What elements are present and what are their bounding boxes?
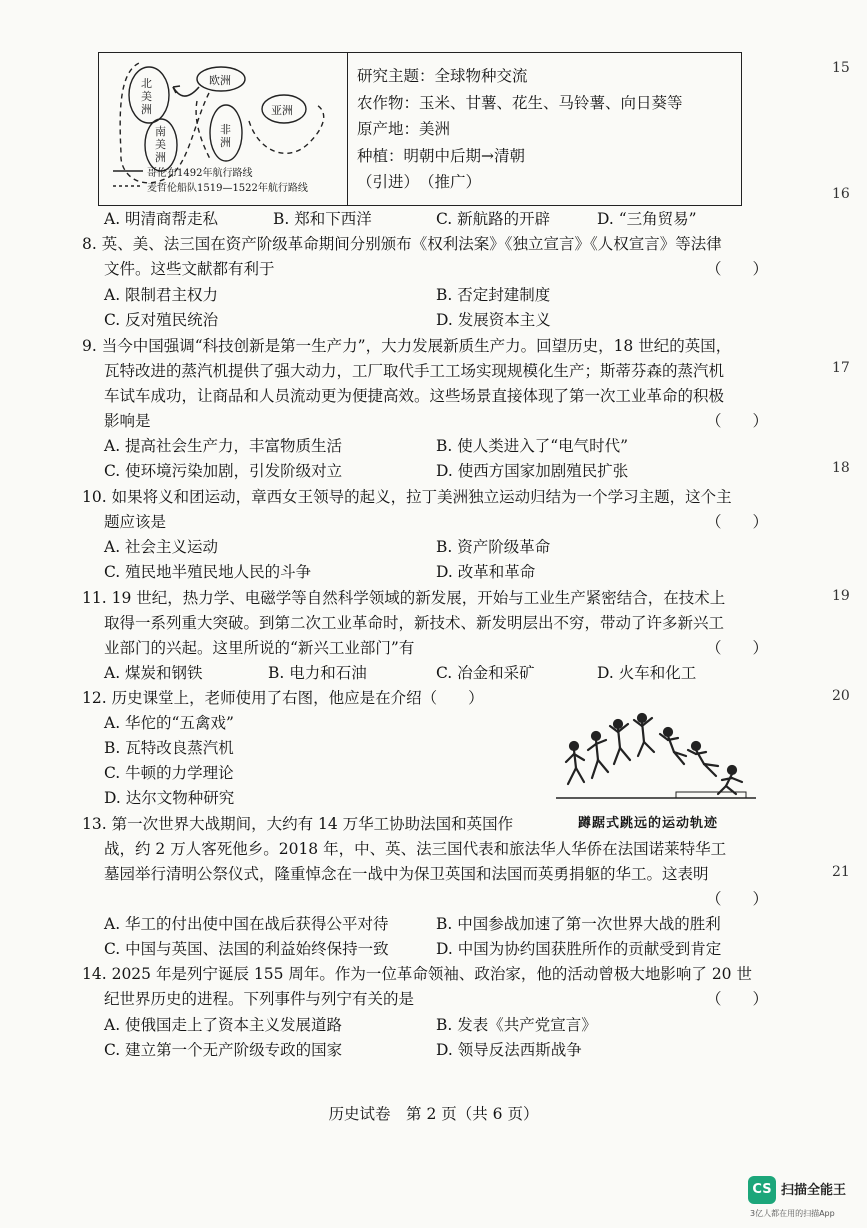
edge-number-15: 15 — [832, 60, 850, 76]
map-label-africa: 非洲 — [220, 123, 231, 149]
q10-option-a[interactable]: A. 社会主义运动 — [104, 538, 219, 556]
q9-option-a[interactable]: A. 提高社会生产力，丰富物质生活 — [104, 437, 343, 455]
q12-option-b[interactable]: B. 瓦特改良蒸汽机 — [104, 739, 234, 757]
long-jump-caption: 蹲踞式跳远的运动轨迹 — [578, 816, 719, 831]
q8-answer-blank[interactable]: （ ） — [706, 260, 769, 278]
q9-option-b[interactable]: B. 使人类进入了“电气时代” — [436, 437, 629, 455]
q9-answer-blank[interactable]: （ ） — [706, 412, 769, 430]
q14-answer-blank[interactable]: （ ） — [706, 990, 769, 1008]
q11-answer-blank[interactable]: （ ） — [706, 639, 769, 657]
q13-option-c[interactable]: C. 中国与英国、法国的利益始终保持一致 — [104, 940, 389, 958]
info-topic: 研究主题：全球物种交流 — [357, 67, 528, 85]
q9-stem-line-2: 瓦特改进的蒸汽机提供了强大动力，工厂取代手工工场实现规模化生产；斯蒂芬森的蒸汽机 — [104, 362, 725, 380]
q10-option-c[interactable]: C. 殖民地半殖民地人民的斗争 — [104, 563, 312, 581]
q12-option-a[interactable]: A. 华佗的“五禽戏” — [104, 714, 234, 732]
q11-stem-line-2: 取得一系列重大突破。到第二次工业革命时，新技术、新发明层出不穷，带动了许多新兴工 — [104, 614, 725, 632]
q14-stem-line-1: 14. 2025 年是列宁诞辰 155 周年。作为一位革命领袖、政治家，他的活动曾极大地影响了 20 世 — [82, 965, 752, 983]
edge-number-18: 18 — [832, 460, 850, 476]
q11-stem-line-1: 11. 19 世纪，热力学、电磁学等自然科学领域的新发展，开始与工业生产紧密结合，在技术上 — [82, 589, 726, 607]
q13-option-b[interactable]: B. 中国参战加速了第一次世界大战的胜利 — [436, 915, 721, 933]
edge-number-21: 21 — [832, 864, 850, 880]
map-label-south-america: 南美洲 — [155, 125, 166, 164]
q7-option-a[interactable]: A. 明清商帮走私 — [104, 210, 219, 228]
map-label-europe: 欧洲 — [209, 74, 231, 87]
q10-option-d[interactable]: D. 改革和革命 — [436, 563, 536, 581]
info-origin: 原产地：美洲 — [357, 120, 451, 138]
q7-option-d[interactable]: D. “三角贸易” — [597, 210, 697, 228]
q14-option-c[interactable]: C. 建立第一个无产阶级专政的国家 — [104, 1041, 343, 1059]
q14-stem-line-2: 纪世界历史的进程。下列事件与列宁有关的是 — [104, 990, 415, 1008]
q11-option-a[interactable]: A. 煤炭和钢铁 — [104, 664, 203, 682]
q9-option-d[interactable]: D. 使西方国家加剧殖民扩张 — [436, 462, 629, 480]
q11-option-b[interactable]: B. 电力和石油 — [268, 664, 367, 682]
page-footer: 历史试卷 第 2 页（共 6 页） — [328, 1105, 539, 1123]
research-info — [357, 63, 683, 196]
q7-option-c[interactable]: C. 新航路的开辟 — [436, 210, 551, 228]
q8-option-c[interactable]: C. 反对殖民统治 — [104, 311, 219, 329]
q13-option-a[interactable]: A. 华工的付出使中国在战后获得公平对待 — [104, 915, 389, 933]
q8-stem-line-1: 8. 英、美、法三国在资产阶级革命期间分别颁布《权利法案》《独立宣言》《人权宣言》等法律 — [82, 235, 722, 253]
camscanner-logo-icon: CS — [748, 1176, 776, 1204]
q13-stem-line-3: 墓园举行清明公祭仪式，隆重悼念在一战中为保卫英国和法国而英勇捐躯的华工。这表明 — [104, 865, 709, 883]
q12-stem: 12. 历史课堂上，老师使用了右图，他应是在介绍（ ） — [82, 689, 484, 707]
q13-stem-line-2: 战，约 2 万人客死他乡。2018 年，中、英、法三国代表和旅法华人华侨在法国诺莱特华工 — [104, 840, 727, 858]
q11-option-d[interactable]: D. 火车和化工 — [597, 664, 697, 682]
q9-stem-line-1: 9. 当今中国强调“科技创新是第一生产力”，大力发展新质生产力。回望历史，18 世纪的英国， — [82, 337, 732, 355]
q13-option-d[interactable]: D. 中国为协约国获胜所作的贡献受到肯定 — [436, 940, 722, 958]
edge-number-19: 19 — [832, 588, 850, 604]
legend-columbus: 哥伦布1492年航行路线 — [147, 168, 253, 179]
q14-option-b[interactable]: B. 发表《共产党宣言》 — [436, 1016, 597, 1034]
edge-number-20: 20 — [832, 688, 850, 704]
q9-stem-line-3: 车试车成功，让商品和人员流动更为便捷高效。这些场景直接体现了第一次工业革命的积极 — [104, 387, 725, 405]
map-label-asia: 亚洲 — [271, 104, 293, 117]
q10-stem-line-1: 10. 如果将义和团运动，章西女王领导的起义，拉丁美洲独立运动归结为一个学习主题，这个主 — [82, 488, 732, 506]
q8-option-a[interactable]: A. 限制君主权力 — [104, 286, 219, 304]
q10-stem-line-2: 题应该是 — [104, 513, 167, 531]
voyage-route-map — [99, 53, 348, 205]
long-jump-figure-icon — [556, 706, 756, 806]
q11-stem-line-3: 业部门的兴起。这里所说的“新兴工业部门”有 — [104, 639, 415, 657]
edge-number-17: 17 — [832, 360, 850, 376]
q9-stem-line-4: 影响是 — [104, 412, 151, 430]
q12-option-c[interactable]: C. 牛顿的力学理论 — [104, 764, 234, 782]
q10-answer-blank[interactable]: （ ） — [706, 513, 769, 531]
species-exchange-figure — [98, 52, 742, 206]
q11-option-c[interactable]: C. 冶金和采矿 — [436, 664, 535, 682]
q13-answer-blank[interactable]: （ ） — [706, 890, 769, 908]
camscanner-name: 扫描全能王 — [781, 1183, 847, 1198]
camscanner-tagline: 3亿人都在用的扫描App — [750, 1209, 835, 1218]
q13-stem-line-1: 13. 第一次世界大战期间，大约有 14 万华工协助法国和英国作 — [82, 815, 514, 833]
q12-option-d[interactable]: D. 达尔文物种研究 — [104, 789, 235, 807]
q14-option-a[interactable]: A. 使俄国走上了资本主义发展道路 — [104, 1016, 343, 1034]
q9-option-c[interactable]: C. 使环境污染加剧，引发阶级对立 — [104, 462, 343, 480]
q10-option-b[interactable]: B. 资产阶级革命 — [436, 538, 551, 556]
q14-option-d[interactable]: D. 领导反法西斯战争 — [436, 1041, 582, 1059]
info-stage: （引进） （推广） — [357, 173, 482, 191]
info-planting: 种植：明朝中后期→清朝 — [357, 146, 525, 165]
q7-option-b[interactable]: B. 郑和下西洋 — [273, 210, 372, 228]
map-label-north-america: 北美洲 — [141, 77, 152, 116]
legend-magellan: 麦哲伦船队1519—1522年航行路线 — [147, 183, 308, 194]
edge-number-16: 16 — [832, 186, 850, 202]
q8-stem-line-2: 文件。这些文献都有利于 — [104, 260, 275, 278]
info-crops: 农作物：玉米、甘薯、花生、马铃薯、向日葵等 — [357, 93, 683, 112]
q8-option-d[interactable]: D. 发展资本主义 — [436, 311, 551, 329]
q8-option-b[interactable]: B. 否定封建制度 — [436, 286, 551, 304]
